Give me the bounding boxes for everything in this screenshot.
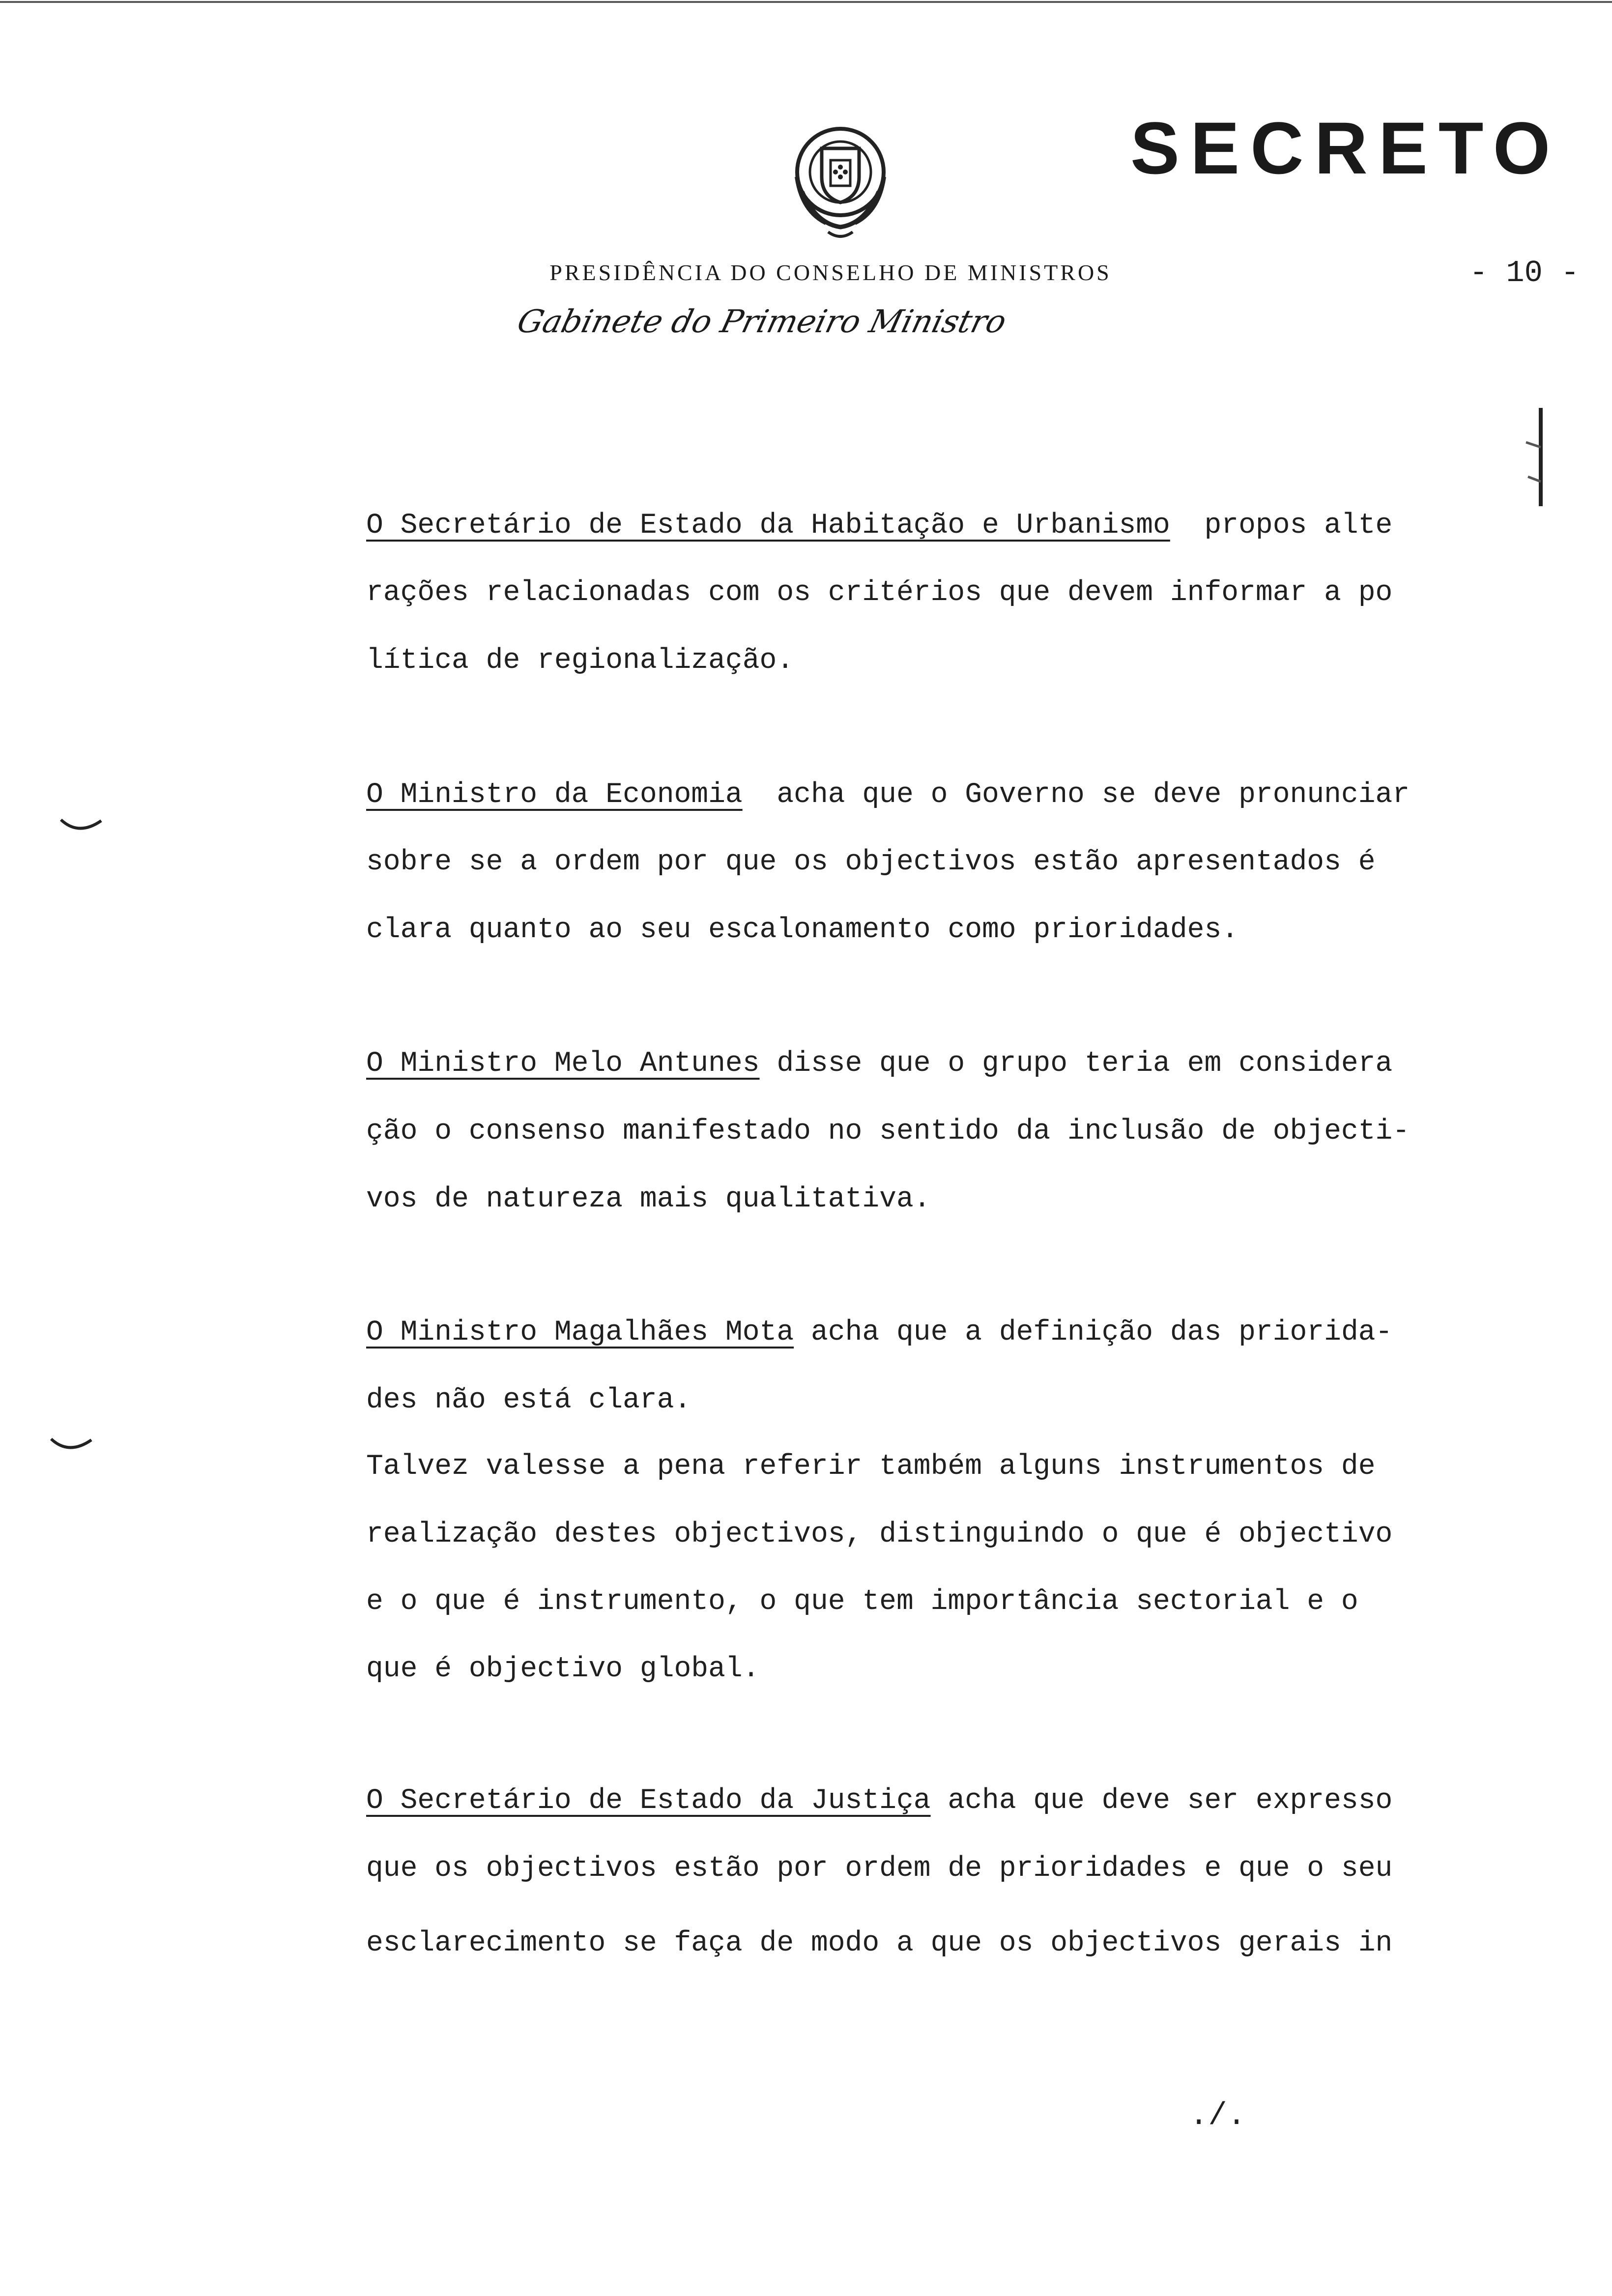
text-line: O Secretário de Estado da Justiça acha que deve ser expresso [366,1785,1393,1817]
speaker-name: O Secretário de Estado da Habitação e Urbanismo [366,510,1170,542]
page-number: - 10 - [1469,256,1580,290]
text-line: que é objectivo global. [366,1653,760,1685]
text-line: des não está clara. [366,1384,691,1416]
continuation-mark: ./. [1189,2098,1246,2134]
speaker-name: O Ministro Magalhães Mota [366,1317,794,1349]
text-line: O Ministro da Economia acha que o Governo se deve pronunciar [366,779,1410,811]
coat-of-arms-icon [767,118,914,246]
text-line: que os objectivos estão por ordem de prioridades e que o seu [366,1853,1393,1885]
text-line: O Ministro Melo Antunes disse que o grupo teria em considera [366,1048,1393,1080]
text-line: O Ministro Magalhães Mota acha que a definição das priorida- [366,1317,1393,1349]
office-title: PRESIDÊNCIA DO CONSELHO DE MINISTROS [549,260,1112,285]
text-line: Talvez valesse a pena referir também alguns instrumentos de [366,1451,1376,1483]
text-line: vos de natureza mais qualitativa. [366,1183,931,1215]
cabinet-subtitle: Gabinete do Primeiro Ministro [513,304,1010,340]
edge-bracket-icon [1521,403,1551,511]
classification-stamp: SECRETO [1130,107,1561,189]
text-line: rações relacionadas com os critérios que devem informar a po [366,577,1393,609]
text-line: esclarecimento se faça de modo a que os objectivos gerais in [366,1927,1393,1959]
text-line: realização destes objectivos, distinguindo o que é objectivo [366,1519,1393,1550]
text-line: lítica de regionalização. [366,645,794,677]
check-mark-icon [59,816,103,835]
text-line: clara quanto ao seu escalonamento como prioridades. [366,914,1239,946]
text-line: O Secretário de Estado da Habitação e Urbanismo propos alte [366,510,1393,542]
check-mark-icon [49,1435,93,1455]
text-line: ção o consenso manifestado no sentido da inclusão de objecti- [366,1116,1410,1148]
speaker-name: O Ministro da Economia [366,779,743,811]
speaker-name: O Secretário de Estado da Justiça [366,1785,931,1817]
speaker-name: O Ministro Melo Antunes [366,1048,760,1080]
text-line: e o que é instrumento, o que tem importância sectorial e o [366,1586,1358,1618]
top-border-line [0,1,1612,3]
text-line: sobre se a ordem por que os objectivos estão apresentados é [366,846,1376,878]
